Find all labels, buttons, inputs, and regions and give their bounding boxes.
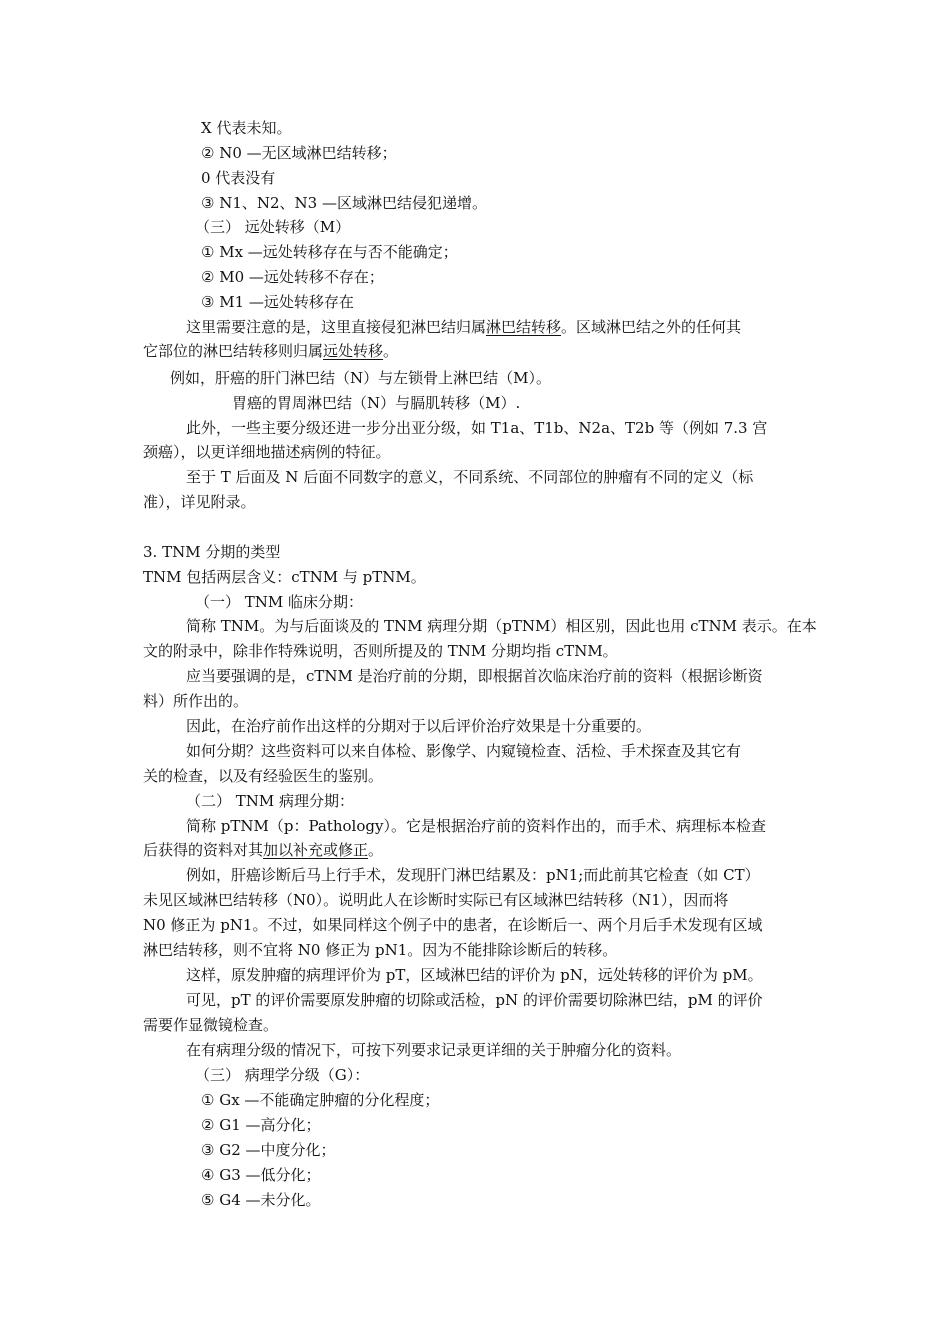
paragraph-line: 这样，原发肿瘤的病理评价为 pT，区域淋巴结的评价为 pN，远处转移的评价为 pM。 — [186, 966, 763, 984]
list-item: ⑤ G4 —未分化。 — [201, 1191, 321, 1209]
paragraph-line: 需要作显微镜检查。 — [143, 1016, 279, 1034]
paragraph-line: 应当要强调的是，cTNM 是治疗前的分期，即根据首次临床治疗前的资料（根据诊断资 — [186, 667, 763, 685]
paragraph-line: 例如，肝癌诊断后马上行手术，发现肝门淋巴结累及：pN1;而此前其它检查（如 CT） — [186, 866, 760, 884]
paragraph-line: 如何分期？这些资料可以来自体检、影像学、内窥镜检查、活检、手术探查及其它有 — [186, 742, 742, 760]
section-heading: 3. TNM 分期的类型 — [143, 543, 281, 561]
paragraph-line: TNM 包括两层含义：cTNM 与 pTNM。 — [143, 568, 426, 586]
list-item: ② M0 —远处转移不存在； — [201, 268, 384, 286]
paragraph-line: 关的检查，以及有经验医生的鉴别。 — [143, 767, 384, 785]
paragraph-line: 至于 T 后面及 N 后面不同数字的意义，不同系统、不同部位的肿瘤有不同的定义（标 — [186, 468, 754, 486]
list-item: ② G1 —高分化； — [201, 1116, 321, 1134]
paragraph-line: 淋巴结转移，则不宜将 N0 修正为 pN1。因为不能排除诊断后的转移。 — [143, 941, 618, 959]
paragraph-line: 在有病理分级的情况下，可按下列要求记录更详细的关于肿瘤分化的资料。 — [186, 1041, 682, 1059]
paragraph-line — [186, 315, 741, 339]
paragraph-line: 文的附录中，除非作特殊说明，否则所提及的 TNM 分期均指 cTNM。 — [143, 642, 618, 660]
example-line: 例如，肝癌的肝门淋巴结（N）与左锁骨上淋巴结（M）。 — [170, 369, 551, 387]
list-item: ④ G3 —低分化； — [201, 1166, 321, 1184]
text-span: 。 — [368, 841, 384, 859]
paragraph-line — [143, 838, 383, 862]
text-span: 后获得的资料对其 — [143, 841, 264, 859]
list-item: ① Mx —远处转移存在与否不能确定； — [201, 243, 458, 261]
underlined-term: 远处转移 — [323, 342, 384, 360]
text-span: 。 — [383, 342, 399, 360]
subsection-heading: （二） TNM 病理分期： — [186, 792, 355, 810]
underlined-term: 淋巴结转移 — [486, 318, 562, 336]
example-line: 胃癌的胃周淋巴结（N）与膈肌转移（M）. — [232, 394, 521, 412]
text-span: 。区域淋巴结之外的任何其 — [561, 318, 742, 336]
paragraph-line: 颈癌），以更详细地描述病例的特征。 — [143, 443, 391, 461]
text-line: 0 代表没有 — [201, 169, 276, 187]
paragraph-line: 准），详见附录。 — [143, 493, 256, 511]
underlined-term: 加以补充或修正 — [263, 841, 369, 859]
subsection-heading: （三） 病理学分级（G）： — [195, 1066, 370, 1084]
paragraph-line: 简称 TNM。为与后面谈及的 TNM 病理分期（pTNM）相区别，因此也用 cTNM 表示。在本 — [186, 617, 817, 635]
paragraph-line: 此外，一些主要分级还进一步分出亚分级，如 T1a、T1b、N2a、T2b 等（例如 7.3 宫 — [186, 419, 768, 437]
paragraph-line: N0 修正为 pN1。不过，如果同样这个例子中的患者，在诊断后一、两个月后手术发现有区域 — [143, 916, 763, 934]
list-item: ② N0 —无区域淋巴结转移； — [201, 144, 397, 162]
text-span: 这里需要注意的是，这里直接侵犯淋巴结归属 — [186, 318, 487, 336]
paragraph-line — [143, 339, 398, 363]
subsection-heading: （一） TNM 临床分期： — [195, 593, 364, 611]
text-line: X 代表未知。 — [201, 119, 292, 137]
paragraph-line: 料）所作出的。 — [143, 692, 249, 710]
paragraph-line: 未见区域淋巴结转移（N0）。说明此人在诊断时实际已有区域淋巴结转移（N1），因而将 — [143, 891, 729, 909]
paragraph-line: 可见，pT 的评价需要原发肿瘤的切除或活检，pN 的评价需要切除淋巴结，pM 的评价 — [186, 991, 763, 1009]
list-item: ① Gx —不能确定肿瘤的分化程度； — [201, 1091, 440, 1109]
list-item: ③ G2 —中度分化； — [201, 1141, 336, 1159]
section-heading: （三） 远处转移（M） — [195, 218, 351, 236]
list-item: ③ M1 —远处转移存在 — [201, 293, 354, 311]
paragraph-line: 简称 pTNM（p：Pathology）。它是根据治疗前的资料作出的，而手术、病理标本检查 — [186, 817, 766, 835]
paragraph-line: 因此，在治疗前作出这样的分期对于以后评价治疗效果是十分重要的。 — [186, 717, 652, 735]
list-item: ③ N1、N2、N3 —区域淋巴结侵犯递增。 — [201, 194, 487, 212]
text-span: 它部位的淋巴结转移则归属 — [143, 342, 324, 360]
